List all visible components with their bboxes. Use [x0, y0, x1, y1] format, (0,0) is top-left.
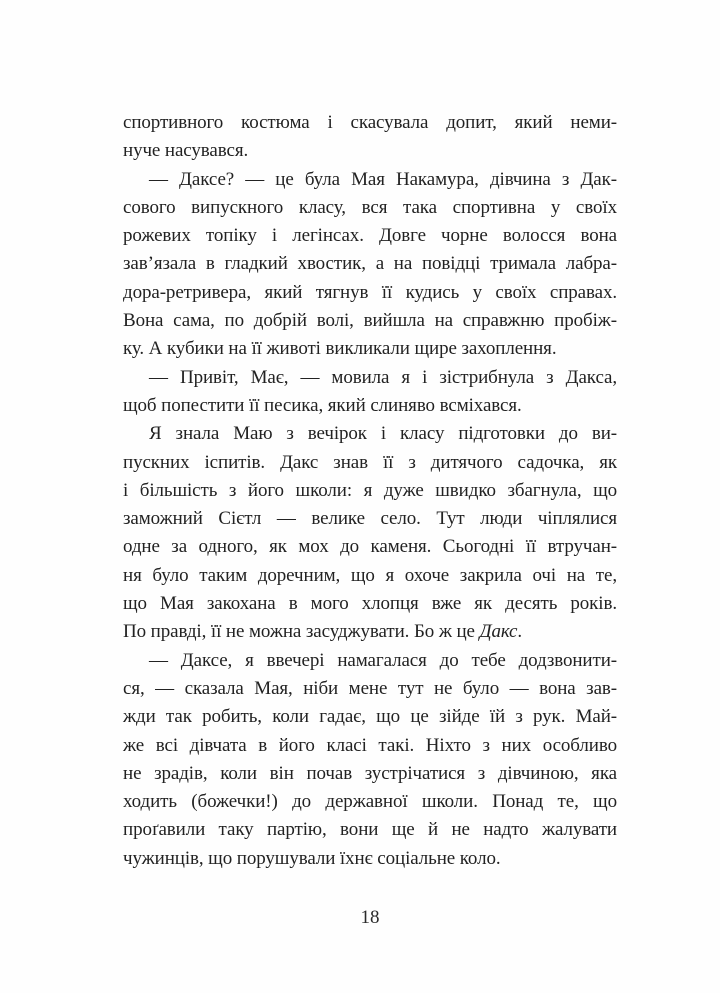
- text-line: По правді, її не можна засуджувати. Бо ж це Дакс.: [123, 621, 522, 643]
- text-line: заможний Сієтл — велике село. Тут люди чіплялися: [123, 508, 617, 530]
- text-line: ся, — сказала Мая, ніби мене тут не було — вона зав-: [123, 677, 617, 699]
- text-line: жди так робить, коли гадає, що це зійде їй з рук. Май-: [123, 706, 617, 728]
- text-line: одне за одного, як мох до каменя. Сьогодні її втручан-: [123, 536, 617, 558]
- text-line: Я знала Маю з вечірок і класу підготовки до ви-: [149, 423, 617, 445]
- page-number: 18: [360, 907, 380, 928]
- text-line: рожевих топіку і легінсах. Довге чорне волосся вона: [123, 225, 617, 247]
- text-line: нуче насувався.: [123, 140, 249, 162]
- text-line: проґавили таку партію, вони ще й не надто жалувати: [123, 819, 617, 841]
- text-line: Вона сама, по добрій волі, вийшла на справжню пробіж-: [123, 310, 617, 332]
- text-line: же всі дівчата в його класі такі. Ніхто з них особливо: [123, 734, 617, 756]
- text-line: спортивного костюма і скасувала допит, який неми-: [123, 112, 617, 133]
- text-line: — Даксе? — це була Мая Накамура, дівчина з Дак-: [149, 168, 617, 190]
- text-line: сового випускного класу, вся така спортивна у своїх: [123, 196, 617, 218]
- text-line: і більшість з його школи: я дуже швидко збагнула, що: [123, 479, 617, 501]
- page-text: [123, 109, 617, 873]
- text-line: ку. А кубики на її животі викликали щире захоплення.: [123, 338, 557, 360]
- text-line: що Мая закохана в мого хлопця вже як десять років.: [123, 593, 617, 615]
- text-line: ходить (божечки!) до державної школи. Понад те, що: [123, 791, 617, 813]
- text-line: — Привіт, Має, — мовила я і зістрибнула з Дакса,: [149, 366, 617, 388]
- text-line: пускних іспитів. Дакс знав її з дитячого садочка, як: [123, 451, 617, 473]
- text-line: не зрадів, коли він почав зустрічатися з дівчиною, яка: [123, 762, 617, 784]
- text-line: щоб попестити її песика, який слиняво всміхався.: [123, 394, 522, 416]
- text-line: чужинців, що порушували їхнє соціальне коло.: [123, 847, 501, 869]
- text-line: — Даксе, я ввечері намагалася до тебе додзвонити-: [149, 649, 617, 671]
- text-line: зав’язала в гладкий хвостик, а на повідці тримала лабра-: [123, 253, 617, 275]
- text-line: дора-ретривера, який тягнув її кудись у своїх справах.: [123, 281, 617, 303]
- text-line: ня було таким доречним, що я охоче закрила очі на те,: [123, 564, 617, 586]
